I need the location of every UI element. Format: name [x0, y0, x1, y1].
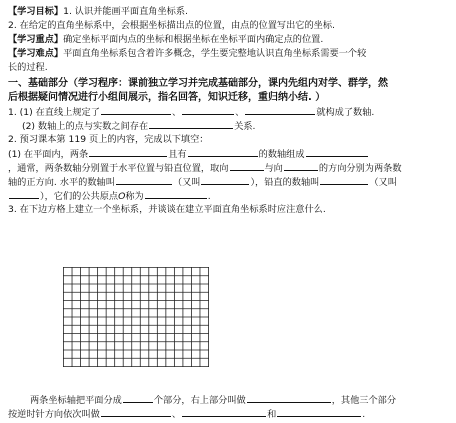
- q2l3-d: （又叫: [369, 177, 397, 188]
- bottom-l1-b: 个部分，右上部分叫做: [153, 395, 246, 406]
- q2-line-3: [8, 175, 448, 189]
- bottom-l1-a: 两条坐标轴把平面分成: [30, 395, 122, 406]
- q1-part-a: [8, 105, 448, 119]
- goal-1-text: 1. 认识并能画平面直角坐标系.: [63, 6, 188, 17]
- bottom-blank-5[interactable]: [277, 407, 361, 417]
- section-title-text-2: 后根据疑问情况进行小组间展示，指名回答，知识迁移，重归纳小结. ）: [8, 92, 326, 103]
- goal-line-2: [8, 19, 448, 33]
- grid-svg: [63, 267, 209, 367]
- q1b-end: 关系.: [234, 121, 256, 132]
- q2-intro: [8, 133, 448, 147]
- bottom-line-2: [8, 406, 365, 420]
- worksheet-page: [8, 5, 448, 217]
- key-text: 确定坐标平面内点的坐标和根据坐标在坐标平面内确定点的位置.: [63, 34, 324, 45]
- q2l2-blank-2[interactable]: [284, 161, 318, 171]
- bottom-l2-and: 和: [267, 409, 277, 420]
- q3-text: 3. 在下边方格上建立一个坐标系，并谈谈在建立平面直角坐标系时应注意什么.: [8, 204, 326, 215]
- coordinate-grid[interactable]: [63, 267, 209, 367]
- q1a-text: 1. (1) 在直线上规定了: [8, 107, 100, 118]
- q2l4-b: 称为: [125, 191, 144, 202]
- goal-2-text: 2. 在给定的直角坐标系中，会根据坐标描出点的位置，由点的位置写出它的坐标.: [8, 20, 335, 31]
- q2l1-b: 且有: [168, 149, 187, 160]
- q2-line-4: [8, 189, 448, 203]
- bottom-blank-3[interactable]: [101, 407, 171, 417]
- q2-line-1: [8, 147, 448, 161]
- bottom-blank-1[interactable]: [123, 393, 153, 403]
- q2l3-c: ），铅直的数轴叫: [250, 177, 320, 188]
- bottom-l2-a: 按逆时针方向依次叫做: [8, 409, 100, 420]
- q2l3-blank-1[interactable]: [116, 175, 172, 185]
- q1a-end: 就构成了数轴.: [316, 107, 375, 118]
- bottom-l1-c: ，其他三个部分: [331, 395, 397, 406]
- section-title-text: 一、基础部分（学习程序：课前独立学习并完成基础部分，课内先组内对学、群学，然: [8, 78, 388, 89]
- goal-tag: 【学习目标】: [8, 6, 64, 17]
- q1a-blank-2[interactable]: [182, 105, 234, 115]
- q1b-blank[interactable]: [149, 119, 233, 129]
- q1a-blank-1[interactable]: [101, 105, 171, 115]
- q2l4-blank-1[interactable]: [9, 189, 39, 199]
- q1-part-b: [8, 119, 448, 133]
- q2l2-a: ，通常，两条数轴分别置于水平位置与铅直位置，取向: [8, 163, 229, 174]
- hard-text: 平面直角坐标系包含着许多概念，学生要完整地认识直角坐标系需要一个较: [63, 48, 367, 59]
- q2-intro-text: 2. 预习课本第 119 页上的内容，完成以下填空：: [8, 134, 209, 145]
- difficulty-line-2: [8, 61, 448, 75]
- q2l1-blank-3[interactable]: [306, 147, 368, 157]
- q2l1-blank-1[interactable]: [89, 147, 167, 157]
- goal-line-1: [8, 5, 448, 19]
- q2l1-a: (1) 在平面内，两条: [8, 149, 89, 160]
- bottom-line-1: [30, 392, 396, 406]
- q2-line-2: [8, 161, 448, 175]
- q2l2-c: 的方向分别为两条数: [318, 163, 402, 174]
- q1a-sep-2: 、: [235, 107, 245, 118]
- section-title-1: [8, 77, 448, 91]
- q2l3-blank-2[interactable]: [201, 175, 249, 185]
- q2l3-a: 轴的正方向. 水平的数轴叫: [8, 177, 115, 188]
- q2l4-c: .: [207, 191, 211, 202]
- origin-letter: O: [118, 191, 126, 202]
- key-tag: 【学习重点】: [8, 34, 64, 45]
- key-point-line: [8, 33, 448, 47]
- q1a-sep-1: 、: [171, 107, 182, 118]
- section-title-2: [8, 91, 448, 105]
- difficulty-line-1: [8, 47, 448, 61]
- hard-text-2: 长的过程.: [8, 62, 48, 73]
- q1a-blank-3[interactable]: [245, 105, 315, 115]
- hard-tag: 【学习难点】: [8, 48, 64, 59]
- q2l4-a: ），它们的公共原点: [40, 191, 119, 202]
- q2l3-blank-3[interactable]: [320, 175, 368, 185]
- q2l2-b: 与向: [264, 163, 283, 174]
- bottom-blank-4[interactable]: [182, 407, 266, 417]
- bottom-l2-sep: 、: [171, 409, 182, 420]
- bottom-blank-2[interactable]: [247, 393, 331, 403]
- q2l1-c: 的数轴组成: [258, 149, 305, 160]
- q2l4-blank-2[interactable]: [145, 189, 207, 199]
- q2l2-blank-1[interactable]: [230, 161, 264, 171]
- q2l3-b: （又叫: [172, 177, 201, 188]
- q1b-text: (2) 数轴上的点与实数之间存在: [22, 121, 149, 132]
- bottom-l2-end: .: [362, 409, 366, 420]
- q3-line: [8, 203, 448, 217]
- q2l1-blank-2[interactable]: [188, 147, 258, 157]
